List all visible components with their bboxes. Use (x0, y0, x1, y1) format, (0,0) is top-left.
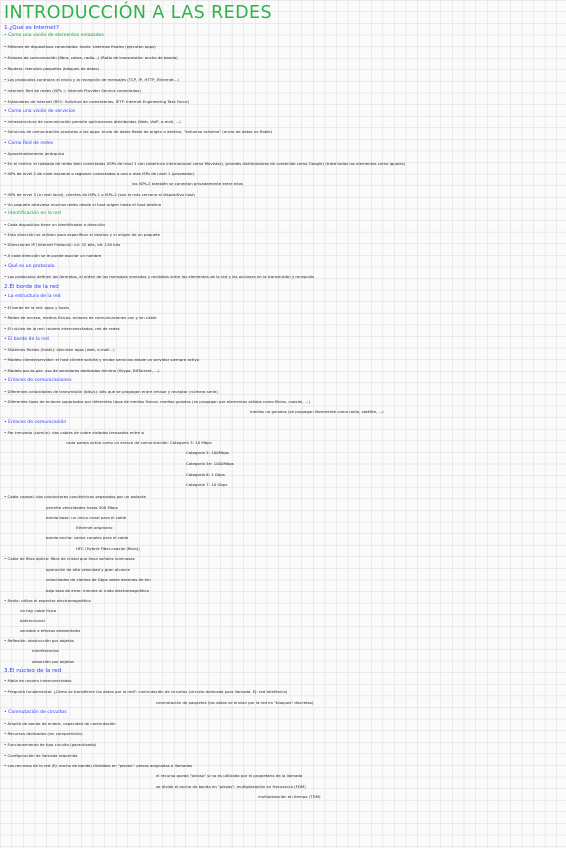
note-line: • Malla de routers interconectados (4, 678, 72, 683)
note-line: • Los protocolos controlan el envío y la recepción de mensajes (TCP, IP, HTTP, Ethernet...) (4, 77, 179, 82)
note-line: conmutación de paquetes (los datos se envían por la red en "bloques" discretos) (156, 700, 314, 705)
note-line: • Diferentes tipos de enlaces soportados por diferentes tipos de medios físicos: medios guiados (se propagan por elementos sólidos como fibras, coaxial, ...) (4, 399, 310, 404)
note-line: absorción por objetos (32, 659, 75, 664)
note-line: • Esta dirección se utilizan para especificar el destino y el origen de un paquete (4, 232, 161, 237)
note-line: no hay cable físico (20, 608, 57, 613)
note-line: el recurso queda "ocioso" si no es utilizado por el propietario de la llamada (156, 773, 303, 778)
note-line: • Reflexión: obstrucción por objetos (4, 638, 74, 643)
section-heading: 2.El borde de la red (4, 284, 59, 290)
note-line: • Configuración de llamada requerida (4, 753, 78, 758)
note-line: • Los recursos de la red (Ej: ancho de banda) divididos en "piezas": piezas asignadas a llamadas (4, 763, 193, 768)
note-line: Categoría 7: 10 Gbps (186, 482, 228, 487)
note-line: • Infraestructura de comunicación permite aplicaciones distribuidas (Web, VoIP, e-mail, ...) (4, 119, 181, 124)
note-line: los ISPs-2 también se conectan privadamente entre ellos (132, 181, 243, 186)
note-line: • Pregunta fundamental: ¿Cómo se transfieren los datos por la red?: conmutación de circuitos (circuito dedicado para llamada. Ej: red telefónica) (4, 689, 288, 694)
note-line: interferencias (32, 648, 59, 653)
subsection-heading: • Conmutación de circuitos (4, 710, 67, 715)
note-line: • A cada dirección se le puede asociar un nombre (4, 253, 102, 258)
note-line: permite velocidades hasta 500 Mbps (46, 505, 118, 510)
note-line: • Cada dispositivo tiene un identificador o dirección (4, 222, 106, 227)
note-line: • Cable coaxial: dos conductores concéntricos separados por un aislante (4, 494, 146, 499)
note-line: • En el centro: el rodeado de redes bien conectadas (ISPs de nivel 1 con cobertura internacional como Movistar), grandes distribuidores de contenido como Google) (trata todos los elementos como iguales) (4, 161, 406, 166)
note-line: Categoría 5e: 1000Mbps (186, 461, 234, 466)
note-line: • Funcionamiento de tipo circuito (garantizado) (4, 742, 97, 747)
note-line: • Cable de fibra óptica: fibra de cristal que lleva señales luminosas (4, 556, 135, 561)
note-line: bidireccional (20, 618, 45, 623)
subsection-heading: • Como una visión de servicios (4, 109, 76, 114)
note-line: • Los protocolos definen los formatos, el orden de los mensajes enviados y recibidos entre los elementos de la red y las acciones en la transmisión y recepción (4, 274, 315, 279)
note-line: banda base: un único canal para el cable (46, 515, 127, 520)
note-line: • Ámplio de banda de enlace, capacidad de conmutación (4, 721, 116, 726)
note-line: multiplexación en tiempo (TDM) (258, 794, 321, 799)
note-line: • Modelo par-to-par: uso de servidores dedicados mínimo (Skype, BitTorrent, ...) (4, 368, 160, 373)
note-line: medios no guiados (se propagan libremente como radio, satélite, ...) (250, 409, 384, 414)
section-heading: 1.¿Qué es Internet? (4, 25, 59, 31)
subsection-heading: • Como una visión de elementos enlazados (4, 33, 104, 38)
note-line: Categoría 5: 100Mbps (186, 450, 229, 455)
note-line: operación de alta velocidad y gran alcance (46, 567, 130, 572)
note-line: bajo tasa de error: inmune al ruido electromagnético (46, 588, 149, 593)
subsection-heading: • La estructura de la red (4, 294, 61, 299)
note-line: se divide el ancho de banda en "piezas": multiplexación en frecuencia (FDM) (156, 784, 306, 789)
subsection-heading: • Identificación en la red (4, 211, 61, 216)
note-line: • El borde de la red: apps y hosts (4, 305, 70, 310)
note-line: banda ancha: varios canales para el cable (46, 535, 129, 540)
note-line: cada pareja actúa como un enlace de comunicación: Categoría 3: 10 Mbps (66, 440, 212, 445)
note-line: • Recursos dedicados (sin compartición) (4, 731, 83, 736)
note-line: sensible a efectos ambientales (20, 628, 81, 633)
note-line: • Estándares de Internet (RFC: Solicitud de comentarios, IETF: Internet Engineering Task Force) (4, 99, 190, 104)
subsection-heading: • Enlaces de comunicaciones (4, 378, 72, 383)
note-line: • El núcleo de la red: routers interconectados, red de redes (4, 326, 120, 331)
note-line: • Enlaces de comunicación (fibra, cobre, radio...) (Ratio de transmisión: ancho de banda) (4, 55, 178, 60)
note-line: • Internet: Red de redes (ISPs = Internet Provider Service conectados) (4, 88, 141, 93)
subsection-heading: • Como Red de redes (4, 141, 54, 146)
note-line: • Par trenzado (común): dos cables de cobre aislados trenzados entre sí (4, 430, 145, 435)
note-line: • Redes de acceso, medios físicos: enlaces de comunicaciones con y sin cable (4, 315, 157, 320)
note-line: • Un paquete atraviesa muchas redes desde el host origen hasta el host destino (4, 202, 161, 207)
page-title: INTRODUCCIÓN A LAS REDES (4, 3, 272, 23)
note-line: • ISPs de nivel 2 de nivel nacional o regional: conectados a uno o más ISPs de nivel 1 (proveedor) (4, 171, 195, 176)
note-line: • ISPs de nivel 3 (o nivel local), clientes de ISPs-1 o ISPs-2 (son lo más cercano al dispositivo host) (4, 192, 196, 197)
note-line: • Diferentes velocidades de transmisión (bits/s): bits que se propagan entre emisor y receptor (número serie) (4, 389, 218, 394)
subsection-heading: • Qué es un protocolo (4, 264, 55, 269)
note-line: Categoría 6: 1 Gbps (186, 472, 225, 477)
note-line: HFC (Hybrid Fiber-coaxial (fibra)) (76, 546, 140, 551)
subsection-heading: • Enlaces de comunicación (4, 420, 67, 425)
note-line: velocidades de cientos de Gbps sobre decenas de km (46, 577, 151, 582)
note-line: • Routers: reenvían paquetes (bloques de datos) (4, 66, 100, 71)
note-line: Ethernet originario (76, 525, 113, 530)
note-line: • Servicios de comunicación provistos a las apps: envío de datos fiable de origen a destino, "esfuerzo máximo" (envío de datos no fiable) (4, 129, 273, 134)
note-line: • Radio: utiliza el espectro electromagnético (4, 598, 91, 603)
note-line: • Aproximadamente jerárquica (4, 151, 65, 156)
note-line: • Millones de dispositivos conectados: hosts: sistemas finales (ejecutan apps) (4, 44, 156, 49)
note-line: • Direcciones IP (Internet Protocol): v4: 32 bits, v6: 128 bits (4, 242, 121, 247)
note-line: • Sistemas finales (hosts): ejecutan apps (web, e-mail...) (4, 347, 115, 352)
section-heading: 3.El núcleo de la red (4, 668, 62, 674)
subsection-heading: • El borde de la red (4, 337, 49, 342)
note-line: • Modelo cliente/servidor: el host cliente solicita y recibe servicios desde un servidor siempre activo (4, 357, 200, 362)
